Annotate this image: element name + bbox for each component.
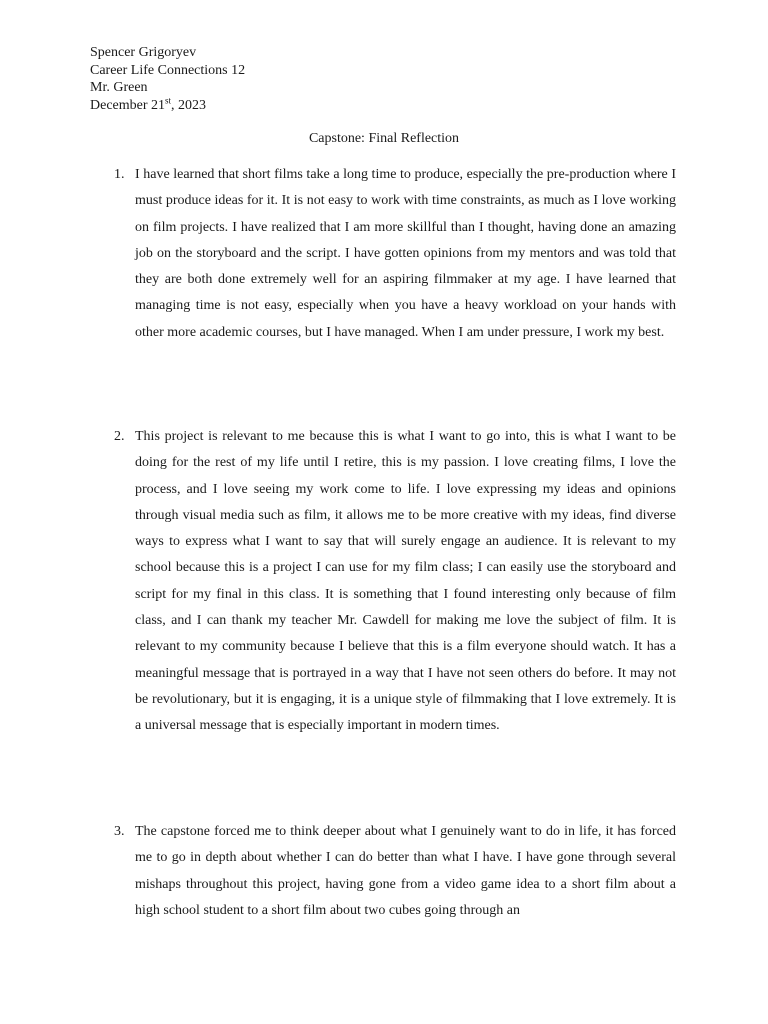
list-item-text: The capstone forced me to think deeper about what I genuinely want to do in life, it has forced me to go in depth about whether I can do better than what I have. I have gone through several mishaps throughout this project, having gone from a video game idea to a short film about a high school student to a short film about two cubes going through an — [135, 824, 676, 918]
list-item-number: 3. — [114, 824, 125, 839]
document-date — [90, 94, 245, 115]
list-item-text: I have learned that short films take a long time to produce, especially the pre-production where I must produce ideas for it. It is not easy to work with time constraints, as much as I love working on film projects. I have realized that I am more skillful than I thought, having done an amazing job on the storyboard and the script. I have gotten opinions from my mentors and was told that they are both done extremely well for an aspiring filmmaker at my age. I have learned that managing time is not easy, especially when you have a heavy workload on your hands with other more academic courses, but I have managed. When I am under pressure, I work my best. — [135, 167, 676, 340]
document-title: Capstone: Final Reflection — [308, 131, 460, 146]
author-name: Spencer Grigoryev — [90, 45, 197, 60]
list-item-number: 1. — [114, 167, 125, 182]
date-prefix: December 21 — [90, 97, 166, 113]
list-item-number: 2. — [114, 429, 125, 444]
list-item-text: This project is relevant to me because this is what I want to go into, this is what I want to be doing for the rest of my life until I retire, this is my passion. I love creating films, I love the process, and I love seeing my work come to life. I love expressing my ideas and opinions through visual media such as film, it allows me to be more creative with my ideas, find diverse ways to express what I want to say that will surely engage an audience. It is relevant to my school because this is a project I can use for my film class; I can easily use the storyboard and script for my final in this class. It is something that I found interesting only because of film class, and I can thank my teacher Mr. Cawdell for making me love the subject of film. It is relevant to my community because I believe that this is a film everyone should watch. It has a meaningful message that is portrayed in a way that I have not seen others do before. It may not be revolutionary, but it is engaging, it is a unique style of filmmaking that I love extremely. It is a universal message that is especially important in modern times. — [135, 429, 676, 734]
course-name: Career Life Connections 12 — [90, 62, 246, 78]
date-ordinal-suffix: st — [165, 94, 172, 105]
date-suffix: , 2023 — [171, 97, 207, 113]
teacher-name: Mr. Green — [90, 80, 148, 95]
document-header — [90, 44, 245, 114]
